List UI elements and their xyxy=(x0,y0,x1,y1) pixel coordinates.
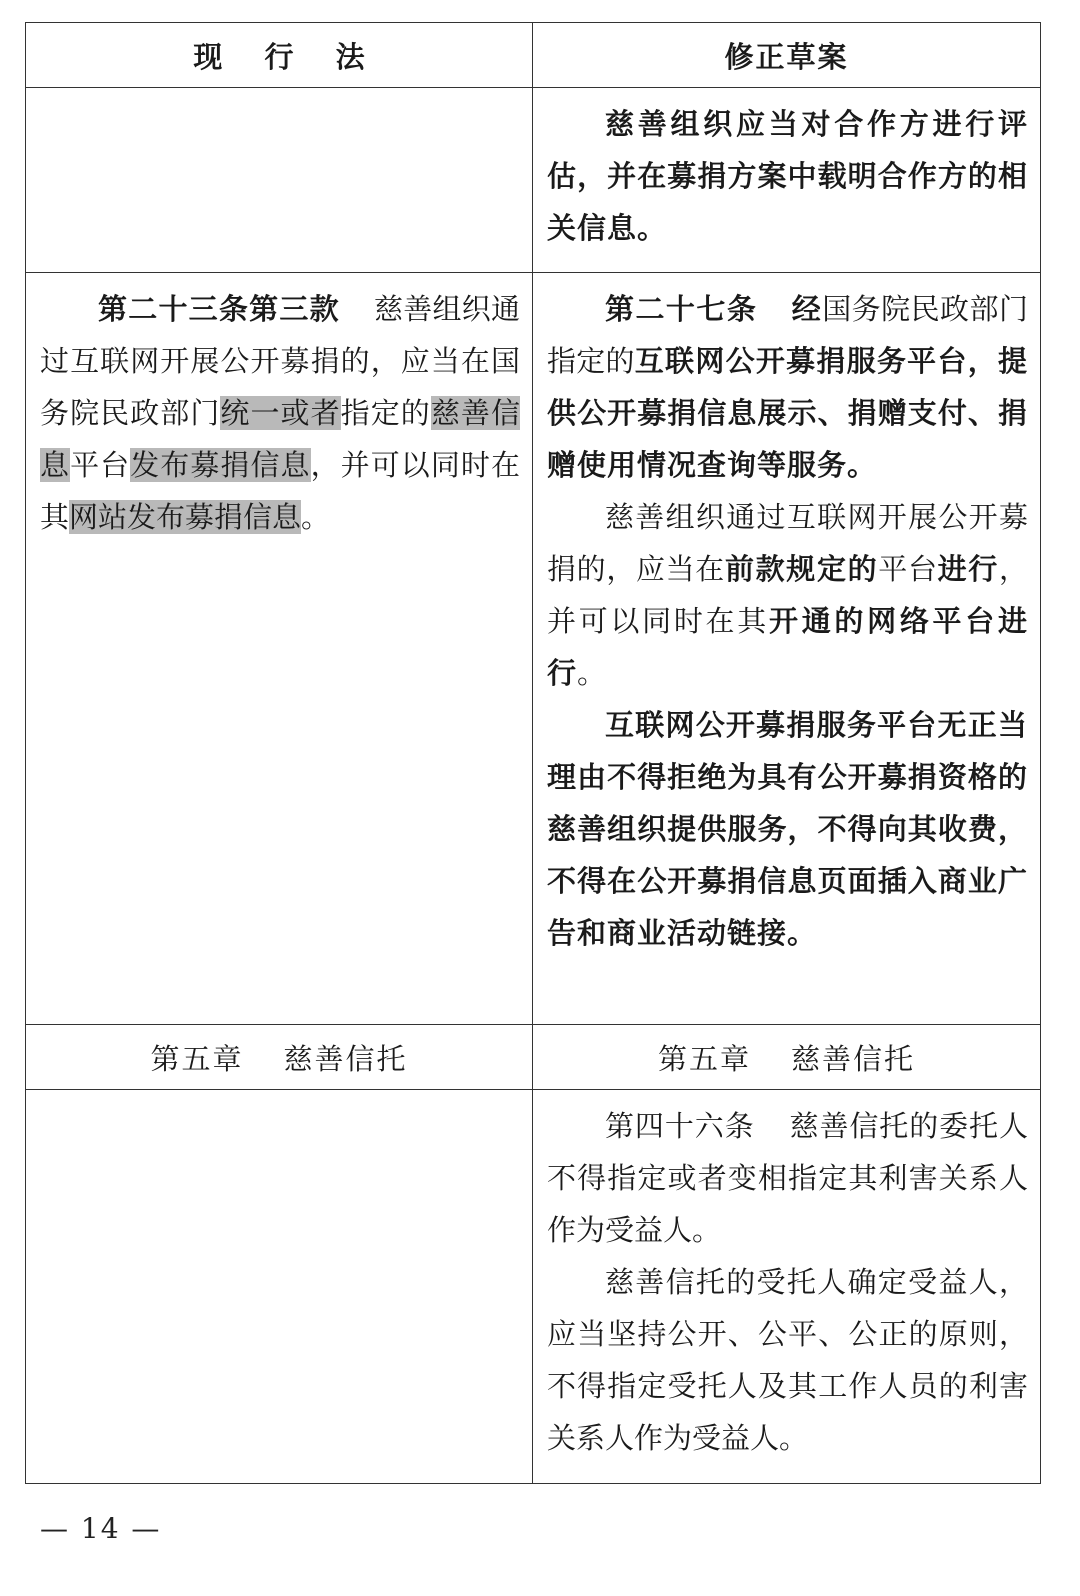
draft-paragraph: 慈善组织应当对合作方进行评估，并在募捐方案中载明合作方的相关信息。 xyxy=(547,107,1028,245)
cell-draft-article-27 xyxy=(533,273,1041,1025)
cell-draft-row1 xyxy=(533,88,1041,273)
comparison-table xyxy=(25,22,1041,1484)
highlight-deleted: 网站发布募捐信息 xyxy=(69,500,302,534)
table-row xyxy=(26,1090,1041,1484)
chapter-heading-draft: 第五章 慈善信托 xyxy=(533,1025,1041,1090)
draft-paragraph: 互联网公开募捐服务平台无正当理由不得拒绝为具有公开募捐资格的慈善组织提供服务，不得向其收费，不得在公开募捐信息页面插入商业广告和商业活动链接。 xyxy=(547,708,1028,950)
cell-current-empty xyxy=(26,1090,533,1484)
article-heading: 第二十三条第三款 xyxy=(98,292,340,326)
highlight-deleted: 统一或者 xyxy=(220,396,341,430)
article-heading: 第二十七条 xyxy=(605,292,758,326)
table-row xyxy=(26,88,1041,273)
cell-current-empty xyxy=(26,88,533,273)
chapter-heading-current: 第五章 慈善信托 xyxy=(26,1025,533,1090)
draft-paragraph: 第二十七条 经国务院民政部门指定的互联网公开募捐服务平台，提供公开募捐信息展示、捐赠支付、捐赠使用情况查询等服务。 xyxy=(547,292,1028,482)
cell-draft-article-46 xyxy=(533,1090,1041,1484)
cell-current-article-23 xyxy=(26,273,533,1025)
table-row-chapter xyxy=(26,1025,1041,1090)
table-header-row xyxy=(26,23,1041,88)
header-current-law xyxy=(26,23,533,88)
draft-paragraph: 慈善信托的受托人确定受益人，应当坚持公开、公平、公正的原则，不得指定受托人及其工作人员的利害关系人作为受益人。 xyxy=(547,1265,1028,1455)
highlight-deleted: 发布募捐信息 xyxy=(130,448,311,482)
table-row xyxy=(26,273,1041,1025)
current-paragraph: 第二十三条第三款 慈善组织通过互联网开展公开募捐的，应当在国务院民政部门统一或者指定的慈善信息平台发布募捐信息，并可以同时在其网站发布募捐信息。 xyxy=(40,292,520,534)
draft-paragraph: 慈善组织通过互联网开展公开募捐的，应当在前款规定的平台进行，并可以同时在其开通的网络平台进行。 xyxy=(547,500,1028,690)
draft-paragraph: 第四十六条 慈善信托的委托人不得指定或者变相指定其利害关系人作为受益人。 xyxy=(547,1109,1028,1247)
highlight-deleted: 慈善信息 xyxy=(40,396,520,482)
header-draft-amendment: 修正草案 xyxy=(533,23,1041,88)
article-heading: 第四十六条 xyxy=(605,1109,755,1143)
header-current-law-label: 现 行 法 xyxy=(193,39,381,74)
page-number: — 14 — xyxy=(40,1512,162,1545)
